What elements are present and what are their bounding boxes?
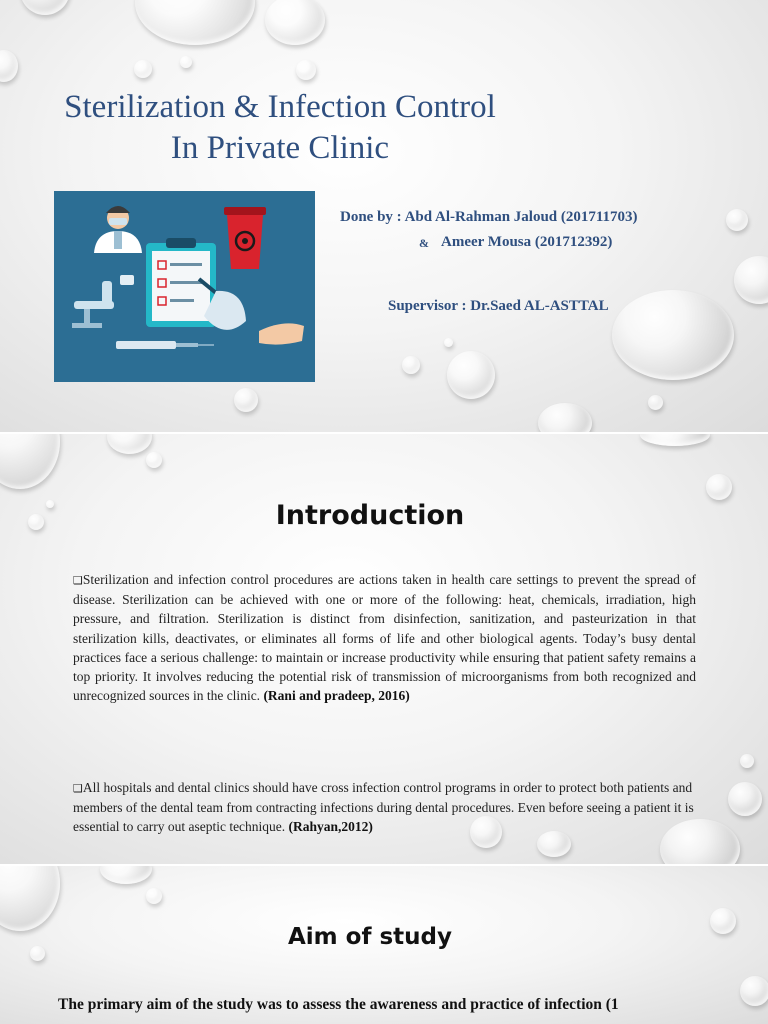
second-author: Ameer Mousa (201712392)	[441, 234, 613, 250]
water-drop	[20, 0, 70, 15]
water-drop	[402, 356, 420, 374]
water-drop	[146, 888, 162, 904]
water-drop	[265, 0, 325, 45]
water-drop	[0, 434, 60, 489]
water-drop	[0, 866, 60, 931]
water-drop	[444, 338, 453, 347]
water-drop	[734, 256, 768, 304]
water-drop	[726, 209, 748, 231]
water-drop	[640, 434, 710, 446]
water-drop	[447, 351, 495, 399]
introduction-slide	[0, 434, 768, 864]
dental-chair-icon	[72, 275, 134, 328]
intro-paragraph-2-text: All hospitals and dental clinics should have cross infection control programs in order to protect both patients and members of the dental team from contracting infections during dental procedures. Even before seeing a patient it is essential to carry out aseptic technique.	[73, 780, 694, 835]
citation-rani: (Rani and pradeep, 2016)	[263, 688, 410, 704]
citation-rahyan: (Rahyan,2012)	[288, 819, 373, 835]
infection-control-illustration	[54, 191, 315, 382]
water-drop	[706, 474, 732, 500]
slide-title-line2: In Private Clinic	[170, 130, 390, 166]
water-drop	[296, 60, 316, 80]
water-drop	[135, 0, 255, 45]
water-drop	[648, 395, 663, 410]
slide-title-line1: Sterilization & Infection Control	[64, 89, 496, 125]
intro-paragraph-2	[73, 778, 696, 837]
title-slide	[0, 0, 768, 432]
supervisor: Supervisor : Dr.Saed AL-ASTTAL	[388, 298, 609, 314]
water-drop	[728, 782, 762, 816]
water-drop	[612, 290, 734, 380]
water-drop	[234, 388, 258, 412]
bullet-icon: ❑	[73, 782, 83, 795]
water-drop	[0, 50, 18, 82]
water-drop	[100, 866, 152, 884]
doctor-icon	[94, 206, 142, 253]
ampersand: &	[419, 236, 429, 250]
biohazard-bin-icon	[224, 207, 266, 269]
water-drop	[146, 452, 162, 468]
water-drop	[107, 434, 152, 454]
bullet-icon: ❑	[73, 574, 83, 587]
done-by-author: Done by : Abd Al-Rahman Jaloud (201711703)	[340, 209, 638, 225]
water-drop	[740, 976, 768, 1006]
introduction-heading: Introduction	[275, 500, 465, 531]
aim-text: The primary aim of the study was to assess the awareness and practice of infection (1	[58, 996, 619, 1013]
syringe-icon	[116, 341, 214, 349]
intro-paragraph-1-text: Sterilization and infection control procedures are actions taken in health care settings to prevent the spread of disease. Sterilization can be achieved with one or more of the following: heat, chemicals, irradiation, high pressure, and filtration. Sterilization is distinct from disinfection, sanitization, and pasteurization in that sterilization kills, deactivates, or eliminates all forms of life and other biological agents. Today’s busy dental practices face a serious challenge: to maintain or increase productivity while ensuring that patient safety remains a top priority. It involves reducing the potential risk of transmission of microorganisms from both recognized and unrecognized sources in the clinic.	[73, 572, 696, 704]
water-drop	[740, 754, 754, 768]
water-drop	[134, 60, 152, 78]
aim-heading: Aim of study	[288, 924, 452, 950]
water-drop	[180, 56, 192, 68]
water-drop	[538, 403, 592, 432]
intro-paragraph-1	[73, 570, 696, 705]
